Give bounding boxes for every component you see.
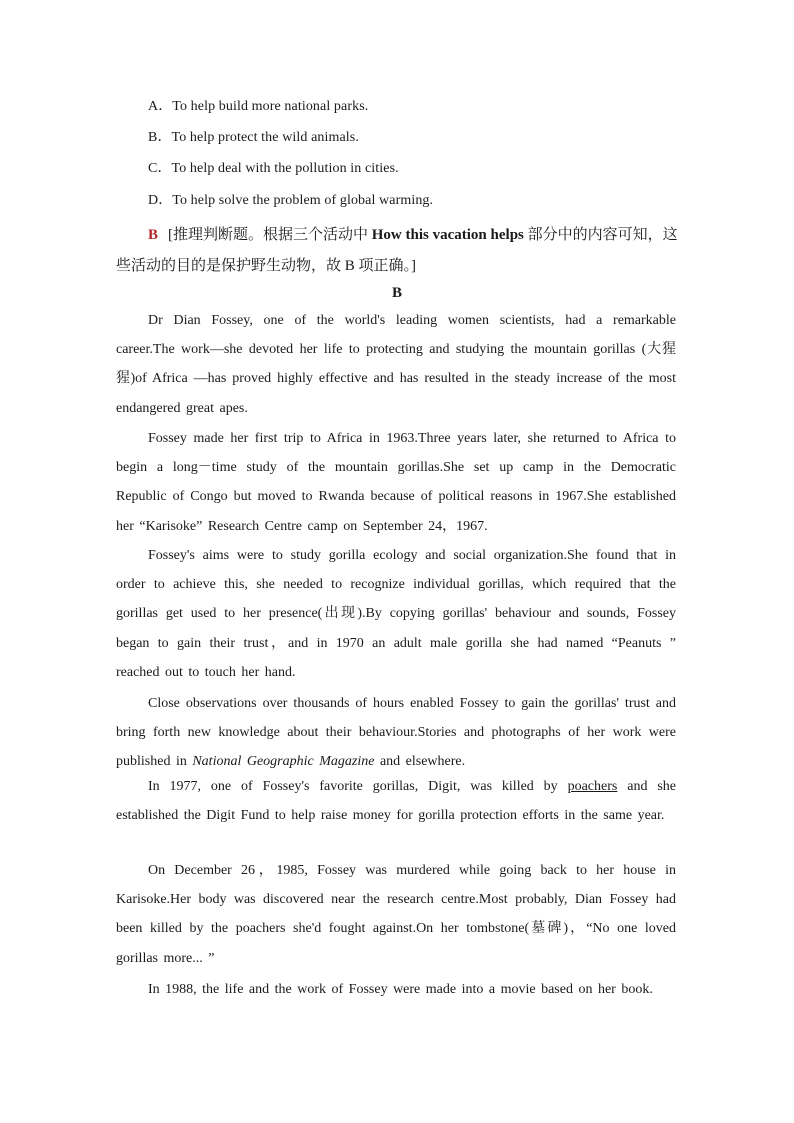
paragraph-6: On December 26，1985, Fossey was murdered while going back to her house in Karisoke.Her body was discovered near the research centre.Most probably, Dian Fossey had been killed by the poachers she'd fought against.On her tombstone(墓碑)，“No one loved gorillas more... ” — [116, 863, 676, 966]
answer-text-bold: How this vacation helps — [371, 227, 524, 243]
section-title: B — [391, 285, 402, 301]
answer-key: B — [148, 227, 159, 243]
paragraph-4-text-b: and elsewhere. — [374, 754, 466, 770]
paragraph-5 — [116, 772, 676, 830]
paragraph-4 — [116, 689, 676, 777]
paragraph-3: Fossey's aims were to study gorilla ecology and social organization.She found that in order to achieve this, she needed to recognize individual gorillas, which required that the gorillas get used to her presence(出现).By copying gorillas' behaviour and sounds, Fossey began to gain their trust，and in 1970 an adult male gorilla she had named “Peanuts ” reached out to touch her hand. — [116, 548, 676, 680]
option-a: A．To help build more national parks. — [148, 99, 369, 114]
option-d: D．To help solve the problem of global warming. — [148, 193, 434, 208]
paragraph-2: Fossey made her first trip to Africa in 1963.Three years later, she returned to Africa to begin a long－time study of the mountain gorillas.She set up camp in the Democratic Republic of Congo but moved to Rwanda because of political reasons in 1967.She established her “Karisoke” Research Centre camp on September 24，1967. — [116, 431, 676, 534]
answer-text-post: 部分中的内容可知，这些活动的目的是保护野生动物，故 B 项正确。] — [116, 227, 678, 274]
paragraph-5-text-b: and she established the Digit Fund to help raise money for gorilla protection efforts in the same year. — [116, 779, 676, 824]
magazine-title: National Geographic Magazine — [192, 754, 375, 770]
underlined-word: poachers — [567, 779, 618, 794]
answer-text-pre: [推理判断题。根据三个活动中 — [168, 227, 372, 243]
answer-explanation — [116, 220, 678, 282]
paragraph-7: In 1988, the life and the work of Fossey were made into a movie based on her book. — [148, 982, 653, 997]
paragraph-1: Dr Dian Fossey, one of the world's leading women scientists, had a remarkable career.The work—she devoted her life to protecting and studying the mountain gorillas (大猩猩)of Africa —has proved highly effective and has resulted in the steady increase of the most endangered great apes. — [116, 313, 676, 416]
paragraph-5-text-a: In 1977, one of Fossey's favorite gorillas, Digit, was killed by — [148, 779, 568, 794]
option-b: B．To help protect the wild animals. — [148, 130, 359, 145]
paragraph-4-text-a: Close observations over thousands of hours enabled Fossey to gain the gorillas' trust and bring forth new knowledge about their behaviour.Stories and photographs of her work were published in — [116, 696, 676, 770]
option-c: C．To help deal with the pollution in cities. — [148, 161, 399, 176]
